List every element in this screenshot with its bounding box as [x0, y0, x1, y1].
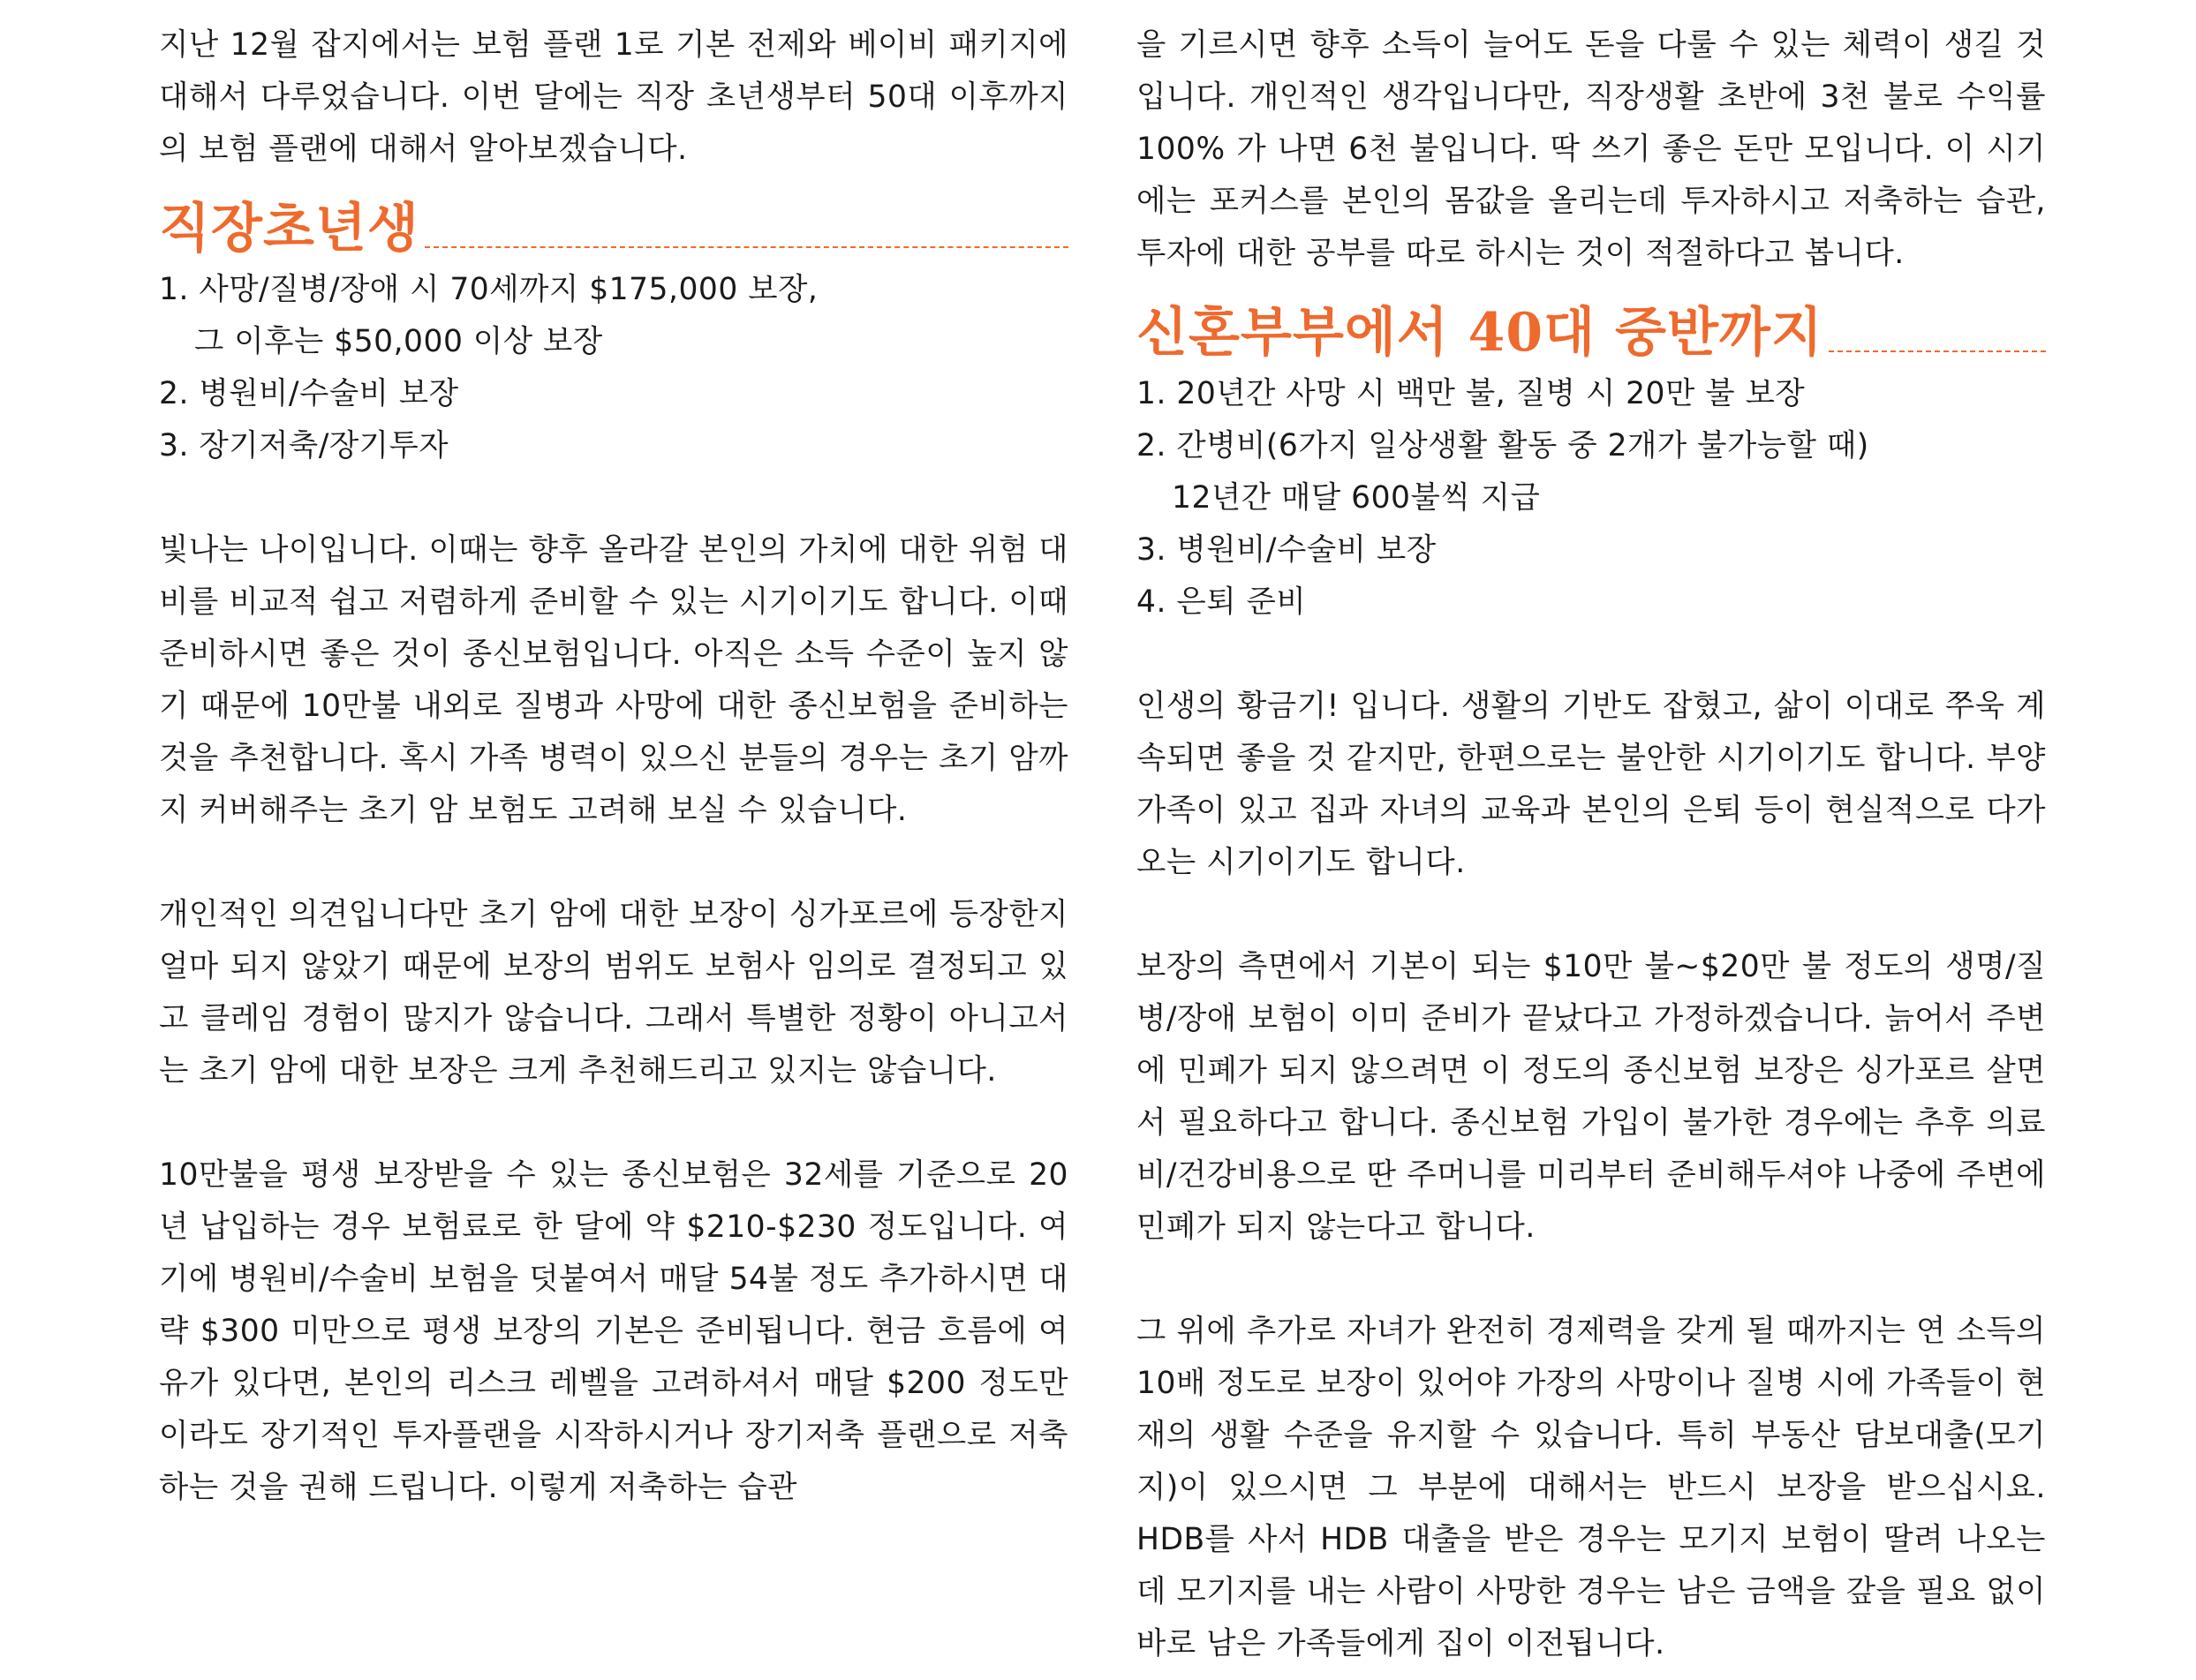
- right-column: [1136, 19, 2046, 1670]
- body-paragraph: 개인적인 의견입니다만 초기 암에 대한 보장이 싱가포르에 등장한지 얼마 되지 않았기 때문에 보장의 범위도 보험사 임의로 결정되고 있고 클레임 경험이 많지가 않습니다. 그래서 특별한 정황이 아니고서는 초기 암에 대한 보장은 크게 추천해드리고 있지는 않습니다.: [159, 897, 1068, 1089]
- list-item: 2. 병원비/수술비 보장: [159, 376, 459, 411]
- list-item: 1. 사망/질병/장애 시 70세까지 $175,000 보장, 그 이후는 $50,000 이상 보장: [159, 272, 819, 359]
- coverage-list: [1136, 368, 2046, 629]
- section-title: 신혼부부에서 40대 중반까지: [1136, 302, 1823, 364]
- body-paragraph: 10만불을 평생 보장받을 수 있는 종신보험은 32세를 기준으로 20년 납입하는 경우 보험료로 한 달에 약 $210-$230 정도입니다. 여기에 병원비/수술비 보험을 덧붙여서 매달 54불 정도 추가하시면 대략 $300 미만으로 평생 보장의 기본은 준비됩니다. 현금 흐름에 여유가 있다면, 본인의 리스크 레벨을 고려하셔서 매달 $200 정도만이라도 장기적인 투자플랜을 시작하시거나 장기저축 플랜으로 저축하는 것을 권해 드립니다. 이렇게 저축하는 습관: [159, 1157, 1068, 1505]
- list-item: 3. 장기저축/장기투자: [159, 428, 449, 463]
- body-paragraph: 그 위에 추가로 자녀가 완전히 경제력을 갖게 될 때까지는 연 소득의 10배 정도로 보장이 있어야 가장의 사망이나 질병 시에 가족들이 현재의 생활 수준을 유지할 수 있습니다. 특히 부동산 담보대출(모기지)이 있으시면 그 부분에 대해서는 반드시 보장을 받으십시요. HDB를 사서 HDB 대출을 받은 경우는 모기지 보험이 딸려 나오는데 모기지를 내는 사람이 사망한 경우는 남은 금액을 갚을 필요 없이 바로 남은 가족들에게 집이 이전됩니다.: [1136, 1314, 2046, 1661]
- intro-paragraph: 지난 12월 잡지에서는 보험 플랜 1로 기본 전제와 베이비 패키지에 대해서 다루었습니다. 이번 달에는 직장 초년생부터 50대 이후까지의 보험 플랜에 대해서 알아보겠습니다.: [159, 27, 1068, 167]
- body-paragraph: 빛나는 나이입니다. 이때는 향후 올라갈 본인의 가치에 대한 위험 대비를 비교적 쉽고 저렴하게 준비할 수 있는 시기이기도 합니다. 이때 준비하시면 좋은 것이 종신보험입니다. 아직은 소득 수준이 높지 않기 때문에 10만불 내외로 질병과 사망에 대한 종신보험을 준비하는 것을 추천합니다. 혹시 가족 병력이 있으신 분들의 경우는 초기 암까지 커버해주는 초기 암 보험도 고려해 보실 수 있습니다.: [159, 532, 1068, 828]
- list-item: 1. 20년간 사망 시 백만 불, 질병 시 20만 불 보장: [1136, 376, 1806, 411]
- left-column: [159, 19, 1068, 1514]
- continued-paragraph: 을 기르시면 향후 소득이 늘어도 돈을 다룰 수 있는 체력이 생길 것입니다. 개인적인 생각입니다만, 직장생활 초반에 3천 불로 수익률 100% 가 나면 6천 불입니다. 딱 쓰기 좋은 돈만 모입니다. 이 시기에는 포커스를 본인의 몸값을 올리는데 투자하시고 저축하는 습관, 투자에 대한 공부를 따로 하시는 것이 적절하다고 봅니다.: [1136, 27, 2046, 271]
- section-title: 직장초년생: [159, 198, 419, 260]
- list-item: 2. 간병비(6가지 일상생활 활동 중 2개가 불가능할 때) 12년간 매달 600불씩 지급: [1136, 428, 1869, 516]
- list-item: 3. 병원비/수술비 보장: [1136, 532, 1437, 568]
- body-paragraph: 인생의 황금기! 입니다. 생활의 기반도 잡혔고, 삶이 이대로 쭈욱 계속되면 좋을 것 같지만, 한편으로는 불안한 시기이기도 합니다. 부양가족이 있고 집과 자녀의 교육과 본인의 은퇴 등이 현실적으로 다가오는 시기이기도 합니다.: [1136, 689, 2046, 880]
- dashed-rule: [1829, 350, 2046, 352]
- list-item: 4. 은퇴 준비: [1136, 584, 1307, 620]
- section-heading-early-career: [159, 181, 1068, 264]
- coverage-list: [159, 264, 1068, 472]
- section-heading-newlyweds: [1136, 285, 2046, 368]
- dashed-rule: [425, 246, 1068, 248]
- body-paragraph: 보장의 측면에서 기본이 되는 $10만 불~$20만 불 정도의 생명/질병/장애 보험이 이미 준비가 끝났다고 가정하겠습니다. 늙어서 주변에 민폐가 되지 않으려면 이 정도의 종신보험 보장은 싱가포르 살면서 필요하다고 합니다. 종신보험 가입이 불가한 경우에는 추후 의료비/건강비용으로 딴 주머니를 미리부터 준비해두셔야 나중에 주변에 민폐가 되지 않는다고 합니다.: [1136, 949, 2046, 1245]
